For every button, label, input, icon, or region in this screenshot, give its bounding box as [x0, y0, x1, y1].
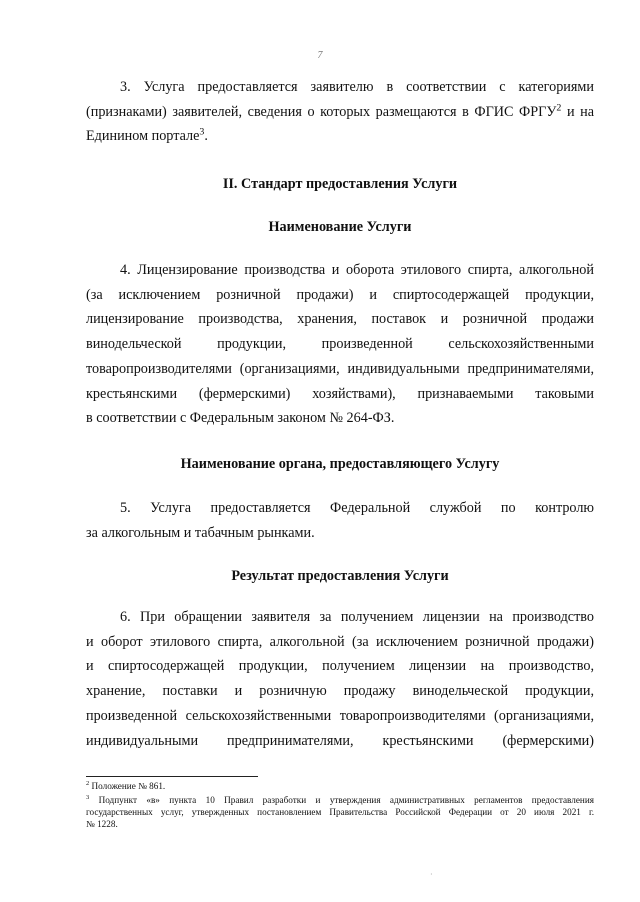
subsection-heading: Наименование Услуги	[268, 219, 412, 235]
paragraph-line: (за исключением розничной продажи) и спиртосодержащей продукции,	[86, 286, 594, 303]
paragraph-line: 5. Услуга предоставляется Федеральной службой по контролю	[120, 500, 594, 516]
paragraph-5	[86, 496, 594, 545]
paragraph-line: и оборот этилового спирта, алкогольной (за исключением розничной продажи)	[86, 633, 594, 650]
footnote-mark: 2	[86, 779, 90, 787]
subsection-heading: Результат предоставления Услуги	[231, 568, 449, 584]
paragraph-line	[86, 100, 594, 125]
paragraph-3	[86, 75, 594, 149]
paragraph-line: 6. При обращении заявителя за получением лицензии на производство	[120, 609, 594, 625]
paragraph-text: Единином портале	[86, 128, 200, 145]
footnote-text: Положение № 861.	[89, 781, 166, 791]
footnote-ref: 2	[556, 101, 562, 113]
footnote-mark: 3	[86, 793, 90, 801]
footnote-line	[86, 780, 594, 792]
paragraph-line: в соответствии с Федеральным законом № 264-ФЗ.	[86, 410, 395, 427]
section-heading: II. Стандарт предоставления Услуги	[222, 176, 458, 192]
footnote-line: № 1228.	[86, 819, 118, 830]
paragraph-6	[86, 605, 594, 753]
paragraph-text: и на	[561, 103, 595, 120]
paragraph-line: индивидуальными предпринимателями, крестьянскими (фермерскими)	[86, 732, 594, 749]
paragraph-line: 3. Услуга предоставляется заявителю в соответствии с категориями	[120, 79, 594, 95]
scan-speck: ·	[430, 870, 433, 879]
footnote-3	[86, 794, 594, 831]
paragraph-line: крестьянскими (фермерскими) хозяйствами), признаваемыми таковыми	[86, 385, 594, 402]
paragraph-line: и спиртосодержащей продукции, получением лицензии на производство,	[86, 658, 594, 675]
paragraph-line: 4. Лицензирование производства и оборота этилового спирта, алкогольной	[120, 262, 594, 278]
paragraph-line	[86, 124, 594, 149]
subsection-heading: Наименование органа, предоставляющего Услугу	[180, 456, 500, 472]
paragraph-4	[86, 258, 594, 431]
page-number: 7	[317, 50, 323, 61]
footnote-line	[86, 794, 594, 806]
paragraph-text: .	[204, 128, 208, 145]
footnote-text: Подпункт «в» пункта 10 Правил разработки и утверждения административных регламентов предоставления	[89, 795, 594, 805]
paragraph-line: винодельческой продукции, произведенной сельскохозяйственными	[86, 336, 594, 353]
paragraph-line: хранение, поставки и розничную продажу винодельческой продукции,	[86, 683, 594, 700]
paragraph-line: за алкогольным и табачным рынками.	[86, 524, 315, 541]
paragraph-text: (признаками) заявителей, сведения о которых размещаются в ФГИС ФРГУ	[86, 103, 557, 120]
footnote-separator	[86, 776, 258, 777]
paragraph-line: лицензирование производства, хранения, поставок и розничной продажи	[86, 311, 594, 328]
paragraph-line: произведенной сельскохозяйственными товаропроизводителями (организациями,	[86, 707, 594, 724]
footnote-2	[86, 780, 594, 792]
paragraph-line: товаропроизводителями (организациями, индивидуальными предпринимателями,	[86, 360, 594, 377]
footnote-line: государственных услуг, утвержденных постановлением Правительства Российской Федерации от 20 июля 2021 г.	[86, 807, 594, 818]
footnote-ref: 3	[199, 126, 205, 138]
